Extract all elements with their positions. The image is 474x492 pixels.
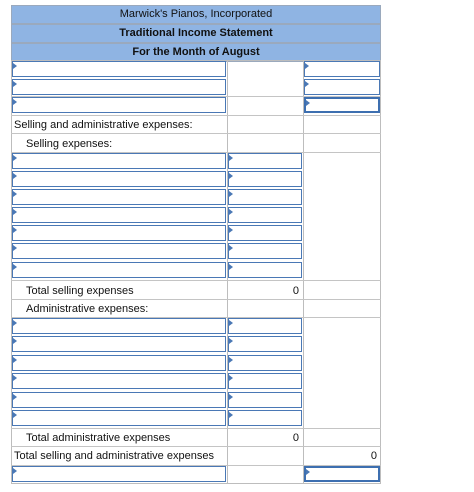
selling-expense-amount-input[interactable] — [228, 225, 302, 241]
selling-expense-amount-input[interactable] — [228, 171, 302, 187]
selling-expense-amount-input[interactable] — [228, 262, 302, 278]
selling-expense-amount-input[interactable] — [228, 207, 302, 223]
selling-expense-amount-input[interactable] — [228, 243, 302, 259]
admin-expense-label-input[interactable] — [12, 336, 226, 352]
selling-expense-label-input[interactable] — [12, 243, 226, 259]
amount-input[interactable] — [304, 466, 380, 482]
admin-expense-label-input[interactable] — [12, 410, 226, 426]
row-divider — [11, 280, 381, 281]
row-divider — [11, 428, 381, 429]
admin-expense-amount-input[interactable] — [228, 373, 302, 389]
admin-expense-label-input[interactable] — [12, 355, 226, 371]
amount-input[interactable] — [304, 61, 380, 77]
admin-expense-amount-input[interactable] — [228, 392, 302, 408]
admin-expense-label-input[interactable] — [12, 392, 226, 408]
admin-expense-amount-input[interactable] — [228, 355, 302, 371]
admin-expense-label-input[interactable] — [12, 373, 226, 389]
total-admin-value: 0 — [292, 432, 299, 444]
total-selling-label: Total selling expenses — [26, 285, 134, 297]
admin-expense-amount-input[interactable] — [228, 336, 302, 352]
line-item-label-input[interactable] — [12, 61, 226, 77]
administrative-expenses-heading: Administrative expenses: — [26, 303, 149, 315]
selling-expense-amount-input[interactable] — [228, 189, 302, 205]
line-item-label-input[interactable] — [12, 97, 226, 113]
line-item-label-input[interactable] — [12, 466, 226, 482]
statement-title-header: Traditional Income Statement — [11, 24, 381, 43]
selling-expense-label-input[interactable] — [12, 171, 226, 187]
row-divider — [11, 299, 381, 300]
row-divider — [11, 133, 381, 134]
column-divider-2 — [303, 60, 304, 484]
total-selling-admin-value: 0 — [370, 450, 377, 462]
selling-expense-label-input[interactable] — [12, 225, 226, 241]
company-name-header: Marwick's Pianos, Incorporated — [11, 5, 381, 24]
admin-expense-label-input[interactable] — [12, 318, 226, 334]
amount-input[interactable] — [304, 97, 380, 113]
selling-expense-label-input[interactable] — [12, 262, 226, 278]
line-item-label-input[interactable] — [12, 79, 226, 95]
selling-admin-heading: Selling and administrative expenses: — [14, 119, 193, 131]
admin-expense-amount-input[interactable] — [228, 410, 302, 426]
period-header: For the Month of August — [11, 43, 381, 62]
selling-expense-amount-input[interactable] — [228, 153, 302, 169]
selling-expense-label-input[interactable] — [12, 207, 226, 223]
row-divider — [11, 115, 381, 116]
total-selling-admin-label: Total selling and administrative expenses — [14, 450, 214, 462]
total-admin-label: Total administrative expenses — [26, 432, 171, 444]
selling-expense-label-input[interactable] — [12, 189, 226, 205]
selling-expenses-heading: Selling expenses: — [26, 138, 113, 150]
total-selling-value: 0 — [292, 285, 299, 297]
selling-expense-label-input[interactable] — [12, 153, 226, 169]
admin-expense-amount-input[interactable] — [228, 318, 302, 334]
amount-input[interactable] — [304, 79, 380, 95]
row-divider — [11, 446, 381, 447]
